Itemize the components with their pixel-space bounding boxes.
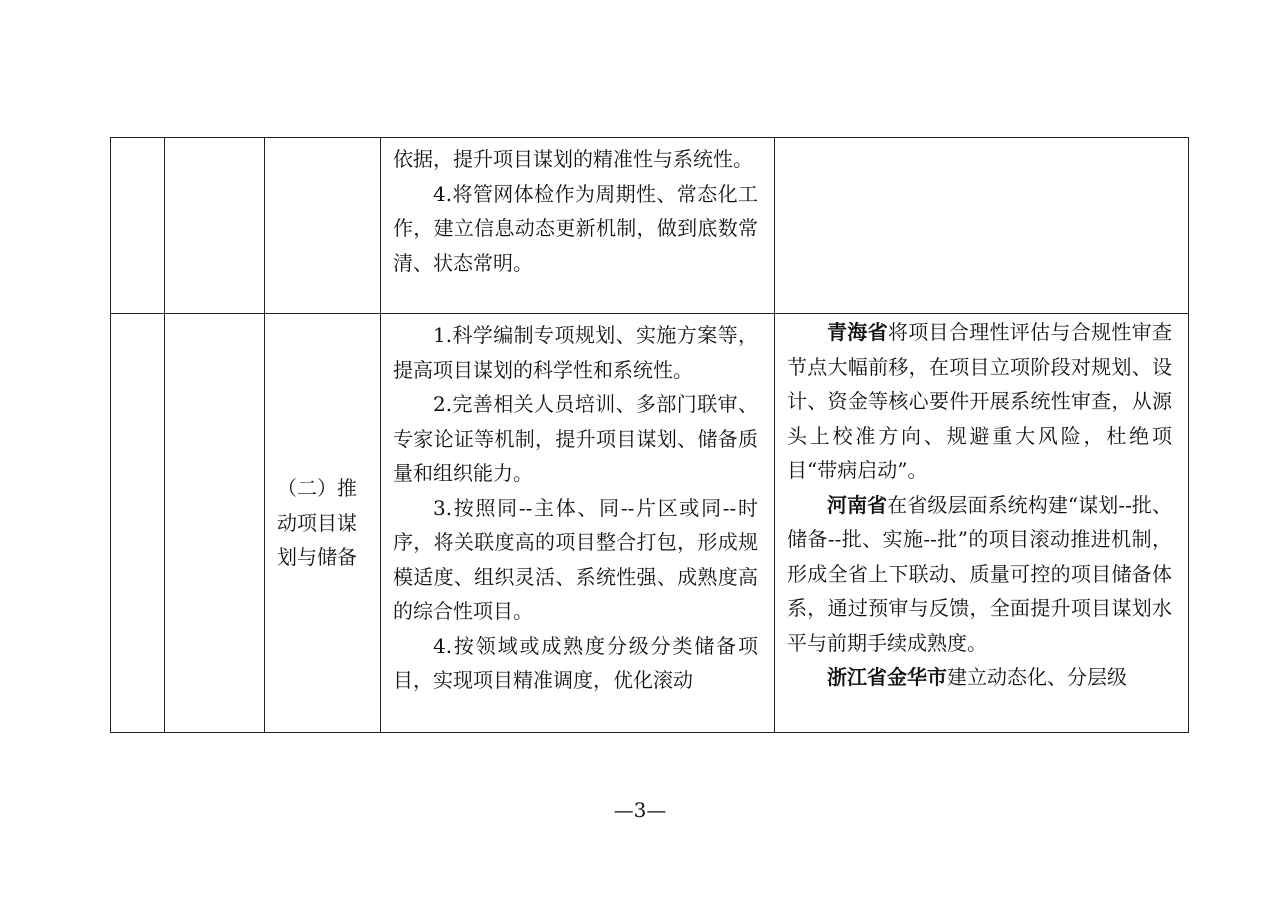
measure-paragraph: 2.完善相关人员培训、多部门联审、专家论证等机制，提升项目谋划、储备质量和组织能力。	[393, 392, 758, 485]
measure-paragraph: 3.按照同--主体、同--片区或同--时序，将关联度高的项目整合打包，形成规模适度、组织灵活、系统性强、成熟度高的综合性项目。	[393, 495, 758, 623]
cases-cell	[775, 314, 1189, 733]
case-text: 建立动态化、分层级	[947, 665, 1127, 689]
table-row	[111, 138, 1189, 314]
case-region: 浙江省金华市	[827, 665, 947, 689]
case-text: 将项目合理性评估与合规性审查节点大幅前移，在项目立项阶段对规划、设计、资金等核心要件开展系统性审查，从源头上校准方向、规避重大风险，杜绝项目“带病启动”。	[787, 320, 1172, 482]
category-cell	[111, 138, 165, 314]
subcategory-cell	[165, 314, 265, 733]
case-paragraph	[787, 315, 1172, 488]
task-label: （二）推动项目谋划与储备	[277, 476, 357, 570]
subcategory-cell	[165, 138, 265, 314]
page-number: —3—	[613, 798, 667, 822]
measure-paragraph: 1.科学编制专项规划、实施方案等，提高项目谋划的科学性和系统性。	[393, 323, 758, 382]
case-text: 在省级层面系统构建“谋划--批、储备--批、实施--批”的项目滚动推进机制，形成全省上下联动、质量可控的项目储备体系，通过预审与反馈，全面提升项目谋划水平与前期手续成熟度。	[787, 492, 1172, 655]
table-row	[111, 314, 1189, 733]
cases-cell	[775, 138, 1189, 314]
case-region: 青海省	[827, 320, 888, 344]
measures-cell	[381, 314, 775, 733]
measure-paragraph: 4.按领域或成熟度分级分类储备项目，实现项目精准调度，优化滚动	[393, 633, 758, 692]
case-region: 河南省	[827, 492, 888, 517]
case-paragraph	[787, 660, 1172, 695]
measure-paragraph: 4.将管网体检作为周期性、常态化工作，建立信息动态更新机制，做到底数常清、状态常明。	[393, 181, 758, 275]
task-label-cell	[265, 138, 381, 314]
measure-paragraph: 依据，提升项目谋划的精准性与系统性。	[393, 147, 753, 171]
category-cell	[111, 314, 165, 733]
task-label-cell	[265, 314, 381, 733]
measures-cell	[381, 138, 775, 314]
policy-table	[110, 137, 1189, 733]
case-paragraph	[787, 488, 1172, 661]
